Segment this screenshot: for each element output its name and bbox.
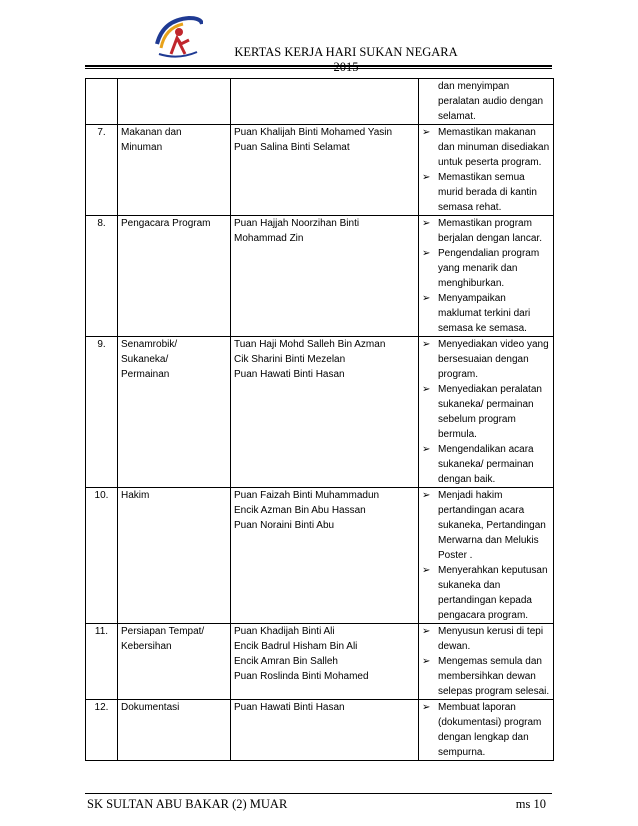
role-line: Makanan dan [121, 127, 182, 138]
arrow-bullet-icon: ➢ [422, 384, 431, 395]
task-item [422, 337, 550, 382]
row-number: 9. [86, 337, 118, 488]
footer-rule [85, 793, 552, 794]
person-name: Encik Amran Bin Salleh [234, 656, 338, 667]
person-name: Puan Hawati Binti Hasan [234, 702, 345, 713]
person-name: Tuan Haji Mohd Salleh Bin Azman [234, 339, 386, 350]
tasks-cell [419, 337, 554, 488]
persons-cell [231, 337, 419, 488]
task-list [422, 216, 550, 336]
person-name: Puan Noraini Binti Abu [234, 520, 335, 531]
task-item [422, 291, 550, 336]
task-text: Membuat laporan (dokumentasi) program dengan lengkap dan sempurna. [438, 702, 542, 758]
role-cell [118, 488, 231, 624]
role-cell [118, 125, 231, 216]
person-name: Puan Roslinda Binti Mohamed [234, 671, 369, 682]
task-list [422, 337, 550, 487]
role-cell [118, 79, 231, 125]
role-line: Permainan [121, 369, 170, 380]
task-text: Menyusun kerusi di tepi dewan. [438, 626, 544, 652]
row-number: 8. [86, 216, 118, 337]
task-list [422, 700, 550, 760]
task-text: Mengendalikan acara sukaneka/ permainan dengan baik. [438, 444, 534, 485]
persons-cell [231, 700, 419, 761]
arrow-bullet-icon: ➢ [422, 172, 431, 183]
table-row [86, 79, 554, 125]
table-row [86, 337, 554, 488]
duty-table [85, 78, 554, 761]
role-line: Dokumentasi [121, 702, 180, 713]
footer-page-number: ms 10 [515, 797, 546, 811]
table-row [86, 216, 554, 337]
task-item [422, 624, 550, 654]
person-name: Puan Salina Binti Selamat [234, 142, 350, 153]
persons-cell [231, 488, 419, 624]
arrow-bullet-icon: ➢ [422, 293, 431, 304]
task-text: Pengendalian program yang menarik dan menghiburkan. [438, 248, 540, 289]
task-item [422, 700, 550, 760]
role-cell [118, 700, 231, 761]
task-text: Memastikan makanan dan minuman disediakan untuk peserta program. [438, 127, 550, 168]
header-rule-thin [85, 68, 552, 69]
task-item [422, 170, 550, 215]
task-item [422, 125, 550, 170]
role-line: Kebersihan [121, 641, 172, 652]
role-line: Minuman [121, 142, 163, 153]
person-name: Puan Hawati Binti Hasan [234, 369, 345, 380]
persons-cell [231, 125, 419, 216]
role-line: Persiapan Tempat/ [121, 626, 205, 637]
row-number: 11. [86, 624, 118, 700]
table-row [86, 624, 554, 700]
persons-cell [231, 79, 419, 125]
row-number: 7. [86, 125, 118, 216]
arrow-bullet-icon: ➢ [422, 656, 431, 667]
task-item [422, 79, 550, 124]
task-text: Memastikan program berjalan dengan lancar. [438, 218, 542, 244]
row-number [86, 79, 118, 125]
task-text: dan menyimpan peralatan audio dengan selamat. [438, 81, 544, 122]
role-cell [118, 216, 231, 337]
task-item [422, 382, 550, 442]
role-line: Sukaneka/ [121, 354, 169, 365]
person-name: Puan Khadijah Binti Ali [234, 626, 335, 637]
role-line: Pengacara Program [121, 218, 211, 229]
tasks-cell [419, 216, 554, 337]
task-list [422, 624, 550, 699]
arrow-bullet-icon: ➢ [422, 702, 431, 713]
task-list [422, 125, 550, 215]
tasks-cell [419, 488, 554, 624]
person-name: Puan Khalijah Binti Mohamed Yasin [234, 127, 393, 138]
arrow-bullet-icon: ➢ [422, 218, 431, 229]
row-number: 12. [86, 700, 118, 761]
task-text: Menjadi hakim pertandingan acara sukaneka, Pertandingan Merwarna dan Melukis Poster . [438, 490, 546, 561]
tasks-cell [419, 624, 554, 700]
arrow-bullet-icon: ➢ [422, 339, 431, 350]
task-item [422, 488, 550, 563]
row-number: 10. [86, 488, 118, 624]
school-logo [153, 14, 203, 60]
person-name: Encik Azman Bin Abu Hassan [234, 505, 366, 516]
role-cell [118, 337, 231, 488]
arrow-bullet-icon: ➢ [422, 127, 431, 138]
person-name: Puan Hajjah Noorzihan Binti [234, 218, 360, 229]
arrow-bullet-icon: ➢ [422, 565, 431, 576]
person-name: Mohammad Zin [234, 233, 304, 244]
arrow-bullet-icon: ➢ [422, 626, 431, 637]
task-text: Memastikan semua murid berada di kantin semasa rehat. [438, 172, 537, 213]
table-row [86, 125, 554, 216]
table-row [86, 700, 554, 761]
persons-cell [231, 216, 419, 337]
task-item [422, 246, 550, 291]
person-name: Cik Sharini Binti Mezelan [234, 354, 346, 365]
tasks-cell [419, 125, 554, 216]
tasks-cell [419, 700, 554, 761]
task-item [422, 563, 550, 623]
task-item [422, 216, 550, 246]
arrow-bullet-icon: ➢ [422, 444, 431, 455]
task-text: Menyediakan peralatan sukaneka/ permainan sebelum program bermula. [438, 384, 542, 440]
task-item [422, 442, 550, 487]
task-item [422, 654, 550, 699]
table-row [86, 488, 554, 624]
arrow-bullet-icon: ➢ [422, 490, 431, 501]
document-header-title: KERTAS KERJA HARI SUKAN NEGARA 2015 [234, 45, 458, 74]
task-text: Menyediakan video yang bersesuaian dengan program. [438, 339, 549, 380]
person-name: Encik Badrul Hisham Bin Ali [234, 641, 358, 652]
task-list [422, 488, 550, 623]
header-rule [85, 65, 552, 67]
role-line: Hakim [121, 490, 150, 501]
tasks-cell [419, 79, 554, 125]
role-line: Senamrobik/ [121, 339, 178, 350]
person-name: Puan Faizah Binti Muhammadun [234, 490, 380, 501]
task-list [422, 79, 550, 124]
persons-cell [231, 624, 419, 700]
task-text: Menyerahkan keputusan sukaneka dan pertandingan kepada pengacara program. [438, 565, 548, 621]
arrow-bullet-icon: ➢ [422, 248, 431, 259]
task-text: Mengemas semula dan membersihkan dewan selepas program selesai. [438, 656, 550, 697]
footer-school-name: SK SULTAN ABU BAKAR (2) MUAR [87, 797, 288, 811]
task-text: Menyampaikan maklumat terkini dari semasa ke semasa. [438, 293, 531, 334]
role-cell [118, 624, 231, 700]
